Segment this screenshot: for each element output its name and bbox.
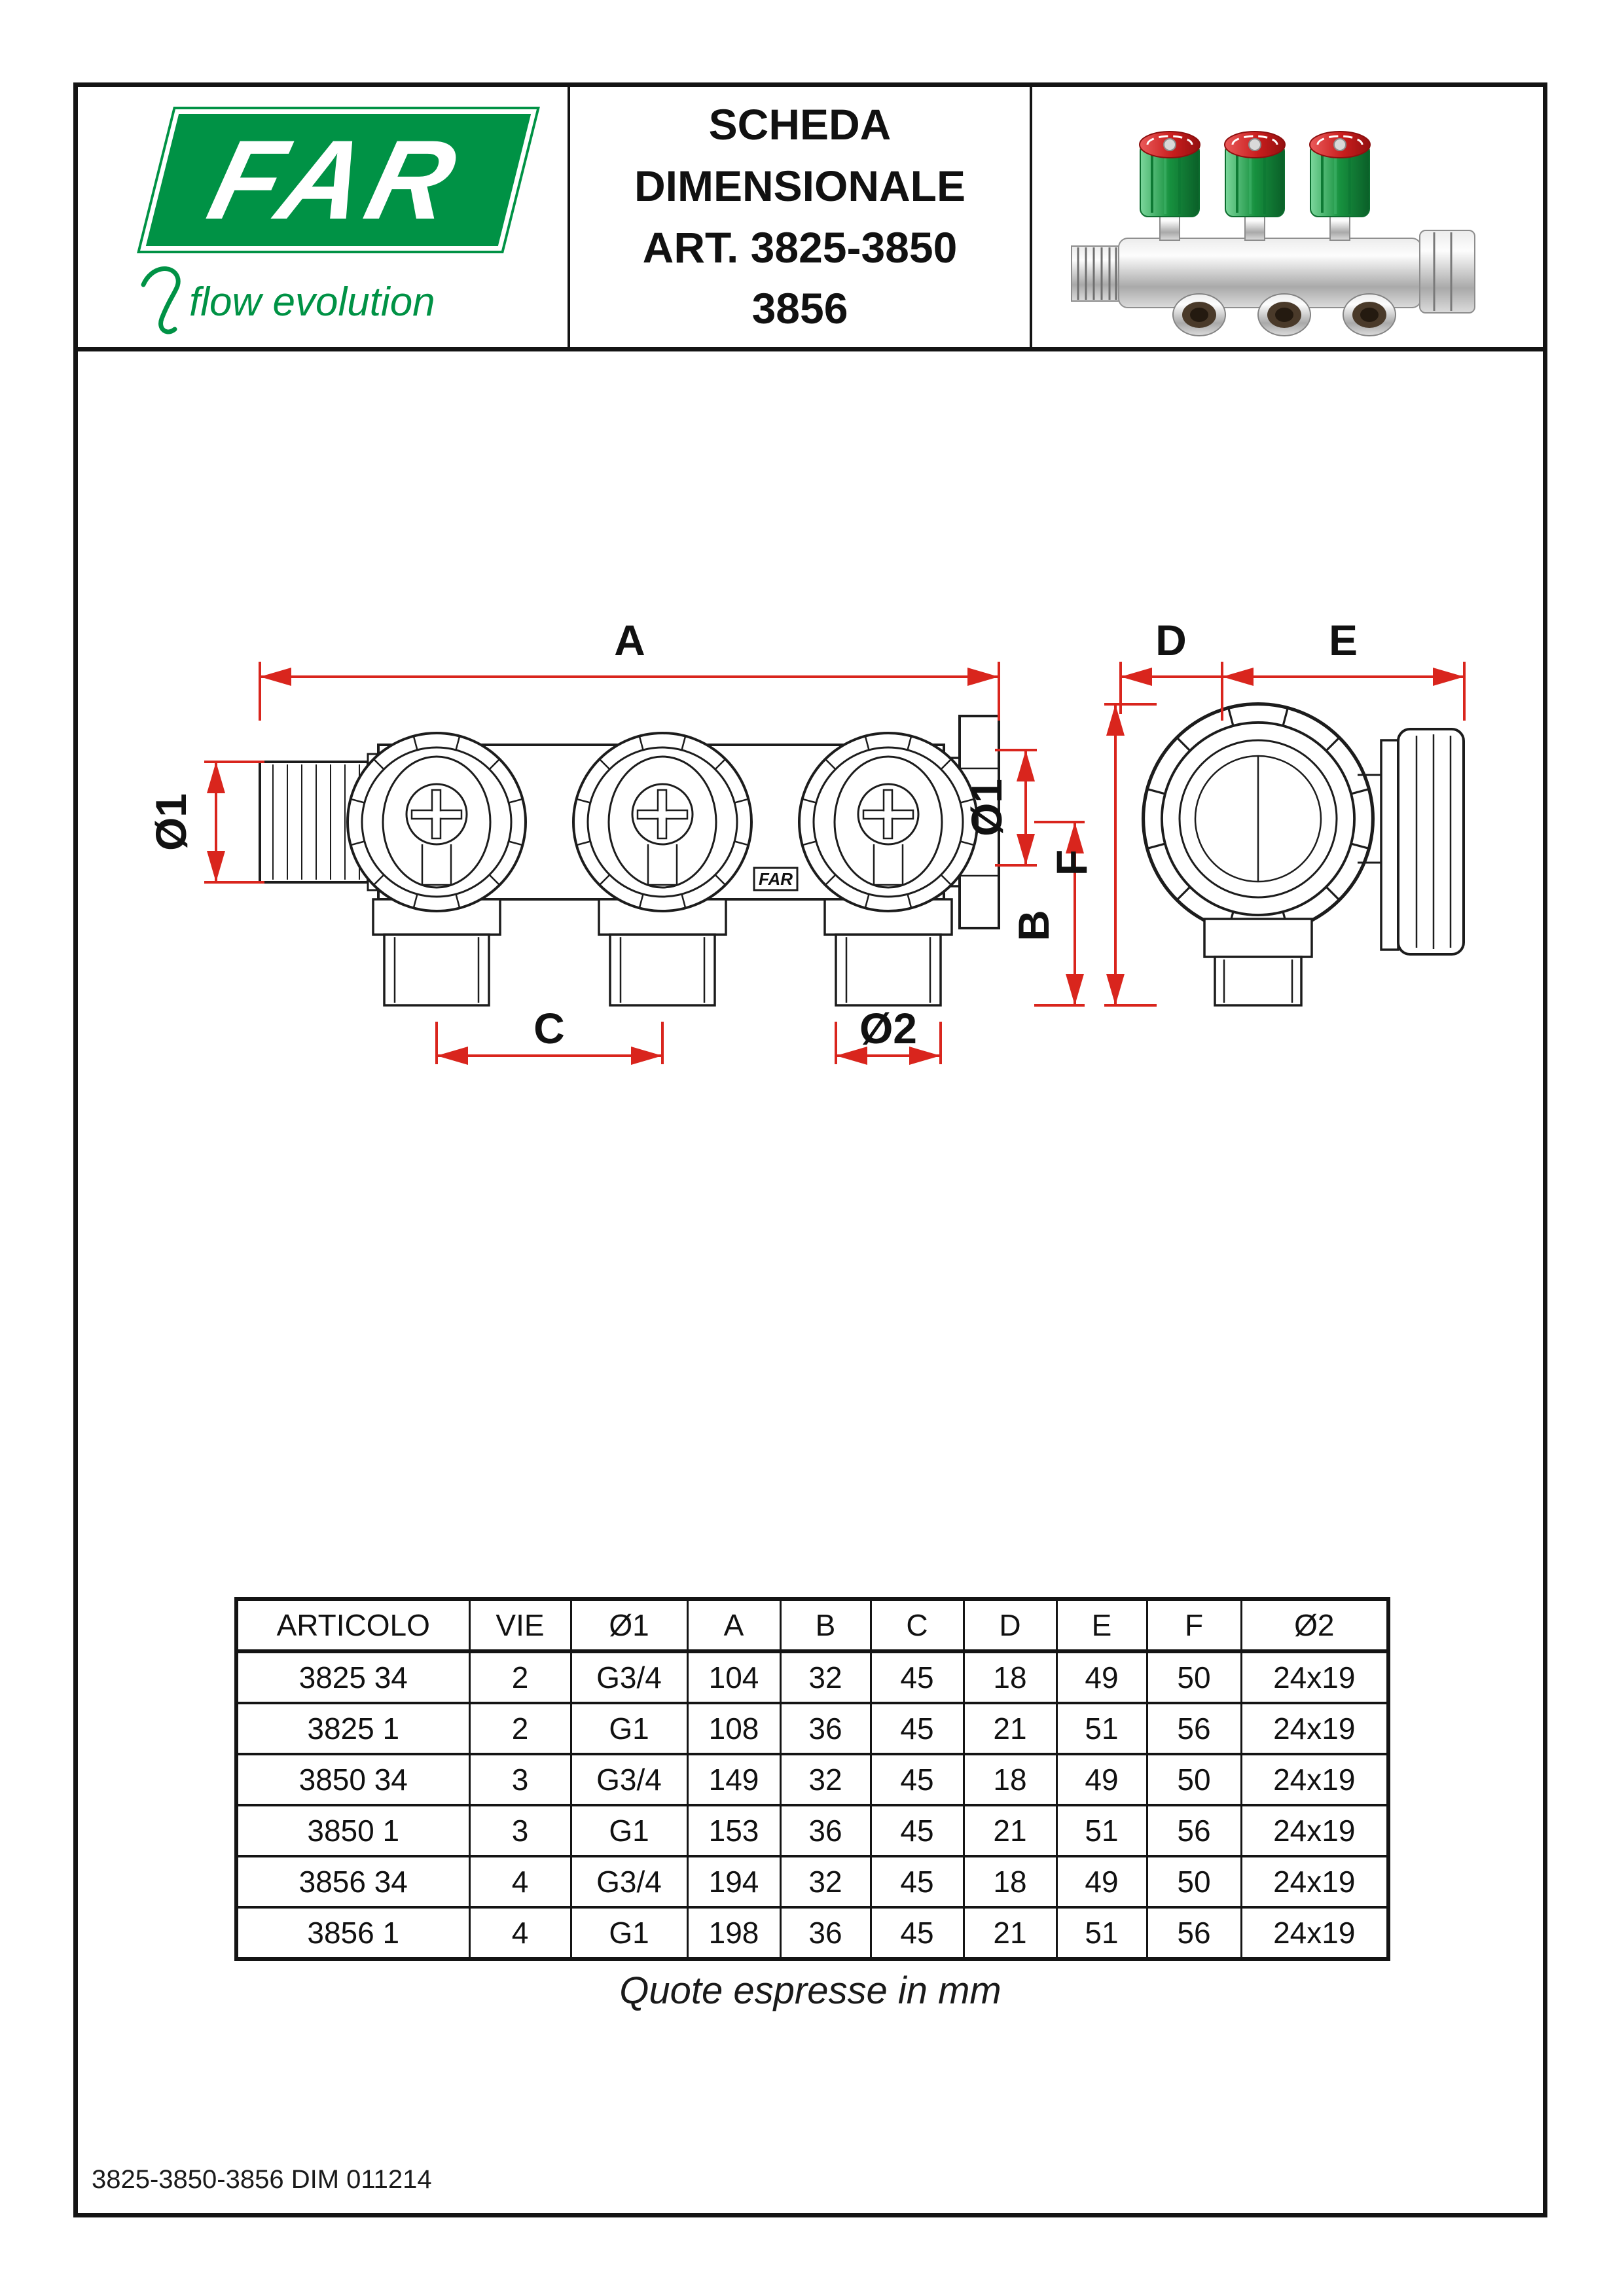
table-cell: 36 (780, 1703, 871, 1754)
dim-label-f: F (1047, 849, 1096, 876)
dim-label-dia1-right: Ø1 (962, 778, 1011, 837)
table-cell: 149 (687, 1754, 780, 1805)
technical-drawing-area (73, 364, 1547, 1123)
table-cell: 36 (780, 1805, 871, 1856)
far-logo-box (146, 114, 531, 246)
col-a: A (687, 1599, 780, 1651)
photo-knobs (1140, 132, 1370, 240)
table-cell: 24x19 (1241, 1856, 1388, 1907)
table-cell: 3 (469, 1805, 571, 1856)
col-dia1: Ø1 (571, 1599, 687, 1651)
table-cell: 50 (1147, 1651, 1241, 1703)
far-logo-text: FAR (198, 117, 474, 243)
table-cell: 18 (964, 1856, 1056, 1907)
title-line-1: SCHEDA (708, 100, 892, 149)
table-cell: 56 (1147, 1805, 1241, 1856)
table-cell: 51 (1056, 1805, 1147, 1856)
table-cell: 4 (469, 1856, 571, 1907)
dim-label-a: A (614, 616, 645, 664)
table-cell: 51 (1056, 1907, 1147, 1959)
table-cell: 50 (1147, 1754, 1241, 1805)
footer-code: 3825-3850-3856 DIM 011214 (92, 2165, 432, 2194)
header (78, 87, 1543, 351)
photo-cell (1032, 87, 1543, 347)
table-cell: 32 (780, 1651, 871, 1703)
table-cell: 24x19 (1241, 1703, 1388, 1754)
table-row (236, 1856, 1388, 1907)
table-cell: G3/4 (571, 1856, 687, 1907)
table-cell: 56 (1147, 1703, 1241, 1754)
product-photo (1058, 91, 1517, 344)
table-cell: G1 (571, 1907, 687, 1959)
dim-label-d: D (1155, 616, 1187, 664)
dim-label-dia1-left: Ø1 (147, 793, 195, 852)
side-knob-flange (1381, 740, 1398, 950)
front-view (260, 716, 999, 1005)
table-cell: 2 (469, 1651, 571, 1703)
table-cell: 21 (964, 1805, 1056, 1856)
table-cell: G3/4 (571, 1754, 687, 1805)
table-cell: 45 (871, 1907, 964, 1959)
col-d: D (964, 1599, 1056, 1651)
table-cell: G1 (571, 1805, 687, 1856)
valve-knob-3 (799, 733, 977, 911)
table-cell: 108 (687, 1703, 780, 1754)
table-cell: 194 (687, 1856, 780, 1907)
table-cell: 49 (1056, 1754, 1147, 1805)
table-cell: 3856 1 (236, 1907, 469, 1959)
table-cell: 4 (469, 1907, 571, 1959)
photo-right-nut (1420, 230, 1475, 313)
table-cell: 21 (964, 1703, 1056, 1754)
table-row (236, 1754, 1388, 1805)
far-logo (137, 107, 540, 253)
logo-tagline-row (141, 262, 533, 341)
valve-knob-1 (348, 733, 526, 911)
title-line-3: ART. 3825-3850 (642, 223, 958, 272)
table-row (236, 1805, 1388, 1856)
table-cell: 18 (964, 1754, 1056, 1805)
table-cell: 50 (1147, 1856, 1241, 1907)
table-cell: 45 (871, 1754, 964, 1805)
table-cell: 24x19 (1241, 1907, 1388, 1959)
dim-label-dia2: Ø2 (859, 1004, 918, 1052)
swoosh-icon (141, 262, 183, 341)
col-c: C (871, 1599, 964, 1651)
col-f: F (1147, 1599, 1241, 1651)
table-cell: 18 (964, 1651, 1056, 1703)
table-cell: 45 (871, 1651, 964, 1703)
side-knob (1398, 729, 1464, 954)
dim-label-e: E (1328, 616, 1358, 664)
col-articolo: ARTICOLO (236, 1599, 469, 1651)
table-cell: 24x19 (1241, 1754, 1388, 1805)
dim-label-c: C (533, 1004, 565, 1052)
table-cell: 153 (687, 1805, 780, 1856)
table-cell: 49 (1056, 1651, 1147, 1703)
logo-cell (78, 87, 570, 347)
col-e: E (1056, 1599, 1147, 1651)
table-row (236, 1907, 1388, 1959)
title-cell (570, 87, 1032, 347)
table-cell: 56 (1147, 1907, 1241, 1959)
side-view (1144, 704, 1464, 1005)
outlet-3 (825, 899, 952, 1005)
logo-tagline: flow evolution (189, 279, 435, 325)
table-cell: 51 (1056, 1703, 1147, 1754)
page-title (634, 94, 965, 340)
units-note: Quote espresse in mm (619, 1969, 1001, 2012)
col-vie: VIE (469, 1599, 571, 1651)
table-cell: G3/4 (571, 1651, 687, 1703)
dimensions-table (234, 1597, 1390, 1961)
table-header-row (236, 1599, 1388, 1651)
table-cell: 198 (687, 1907, 780, 1959)
table-cell: 2 (469, 1703, 571, 1754)
table-cell: 3825 34 (236, 1651, 469, 1703)
table-cell: 36 (780, 1907, 871, 1959)
col-dia2: Ø2 (1241, 1599, 1388, 1651)
table-cell: 32 (780, 1856, 871, 1907)
table-row (236, 1703, 1388, 1754)
table-cell: 49 (1056, 1856, 1147, 1907)
outlet-1 (373, 899, 500, 1005)
table-cell: 3 (469, 1754, 571, 1805)
table-body (236, 1651, 1388, 1959)
title-line-2: DIMENSIONALE (634, 161, 966, 210)
title-line-4: 3856 (751, 284, 848, 333)
table-cell: 3856 34 (236, 1856, 469, 1907)
table-cell: 45 (871, 1805, 964, 1856)
table-row (236, 1651, 1388, 1703)
table-cell: 45 (871, 1703, 964, 1754)
table-cell: 24x19 (1241, 1805, 1388, 1856)
photo-outlets (1173, 294, 1396, 336)
valve-knob-2 (573, 733, 751, 911)
table-cell: 21 (964, 1907, 1056, 1959)
table-cell: 3850 34 (236, 1754, 469, 1805)
table-cell: 3825 1 (236, 1703, 469, 1754)
table-cell: 3850 1 (236, 1805, 469, 1856)
table-cell: 45 (871, 1856, 964, 1907)
far-badge-text: FAR (759, 869, 793, 889)
technical-drawing (73, 364, 1547, 1123)
table-cell: G1 (571, 1703, 687, 1754)
dim-label-b: B (1009, 910, 1058, 941)
table-cell: 32 (780, 1754, 871, 1805)
side-outlet (1215, 957, 1301, 1005)
table-cell: 104 (687, 1651, 780, 1703)
col-b: B (780, 1599, 871, 1651)
table-cell: 24x19 (1241, 1651, 1388, 1703)
outlet-2 (599, 899, 726, 1005)
